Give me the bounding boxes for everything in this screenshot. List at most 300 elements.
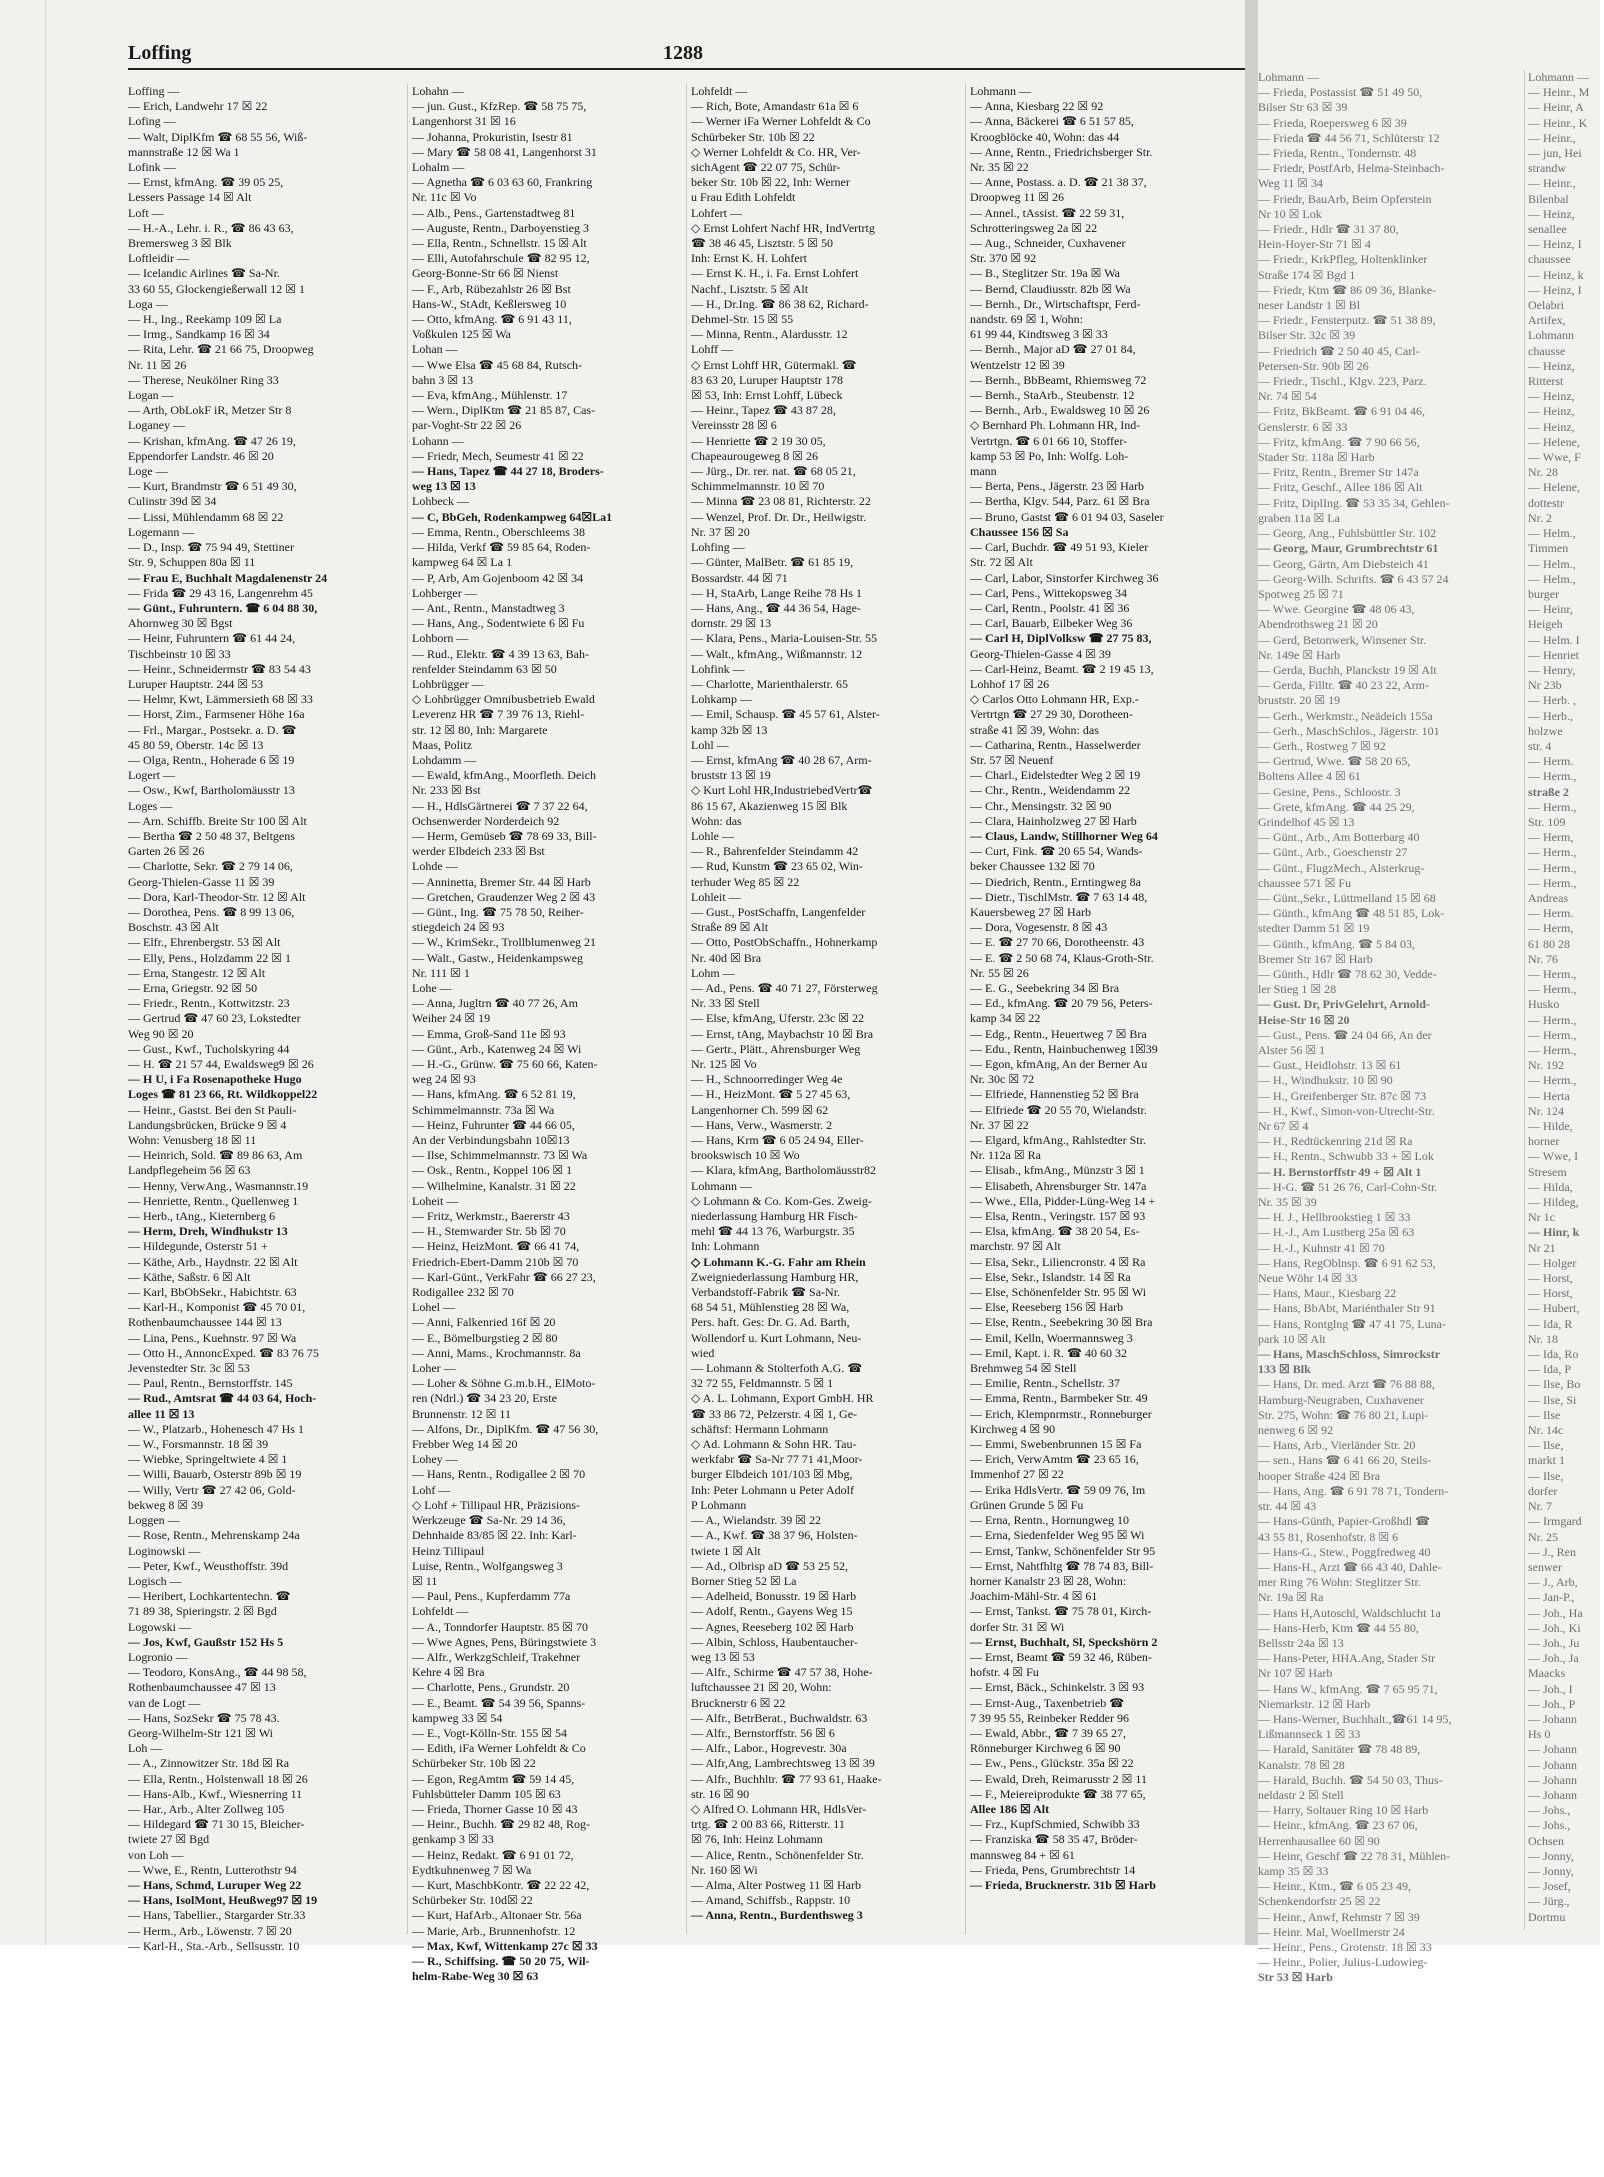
directory-entry: — Alma, Alter Postweg 11 ☒ Harb — [691, 1877, 861, 1892]
directory-entry: — Bertha, Klgv. 544, Parz. 61 ☒ Bra — [970, 494, 1150, 509]
directory-entry: — Rita, Lehr. ☎ 21 66 75, Droopweg — [128, 342, 314, 357]
directory-entry: — Olga, Rentn., Hoherade 6 ☒ 19 — [128, 752, 295, 767]
directory-entry: Bilenbal — [1528, 191, 1569, 206]
directory-entry: — Herm, — [1528, 921, 1574, 936]
directory-entry: — Elfr., Ehrenbergstr. 53 ☒ Alt — [128, 935, 281, 950]
directory-entry: — Herm. — [1528, 906, 1574, 921]
directory-entry: — Gertr., Plätt., Ahrensburger Weg — [691, 1041, 861, 1056]
surname-heading: Lohfink — — [691, 661, 745, 676]
directory-entry: beker Chaussee 132 ☒ 70 — [970, 859, 1095, 874]
surname-heading: Lohann — — [412, 433, 464, 448]
directory-entry: dottestr — [1528, 495, 1564, 510]
directory-entry: — Herm., — [1528, 1027, 1577, 1042]
directory-entry: str. 4 — [1528, 738, 1552, 753]
directory-entry: Nr. 19a ☒ Ra — [1258, 1590, 1324, 1605]
directory-entry: — Heinr., M — [1528, 85, 1590, 100]
directory-entry: Chapeaurougeweg 8 ☒ 26 — [691, 448, 819, 463]
directory-entry: — Alb., Pens., Gartenstadtweg 81 — [412, 205, 576, 220]
directory-entry: — Herm., — [1528, 1073, 1577, 1088]
surname-heading: Loganey — — [128, 418, 185, 433]
directory-entry: — Else, Sekr., Islandstr. 14 ☒ Ra — [970, 1269, 1131, 1284]
directory-entry: — H.-A., Lehr. i. R., ☎ 86 43 63, — [128, 220, 294, 235]
directory-entry: Luruper Hauptstr. 244 ☒ 53 — [128, 676, 264, 691]
directory-entry: Nr. 28 — [1528, 465, 1558, 480]
directory-entry: — H. ☎ 21 57 44, Ewaldsweg9 ☒ 26 — [128, 1057, 314, 1071]
surname-heading: Logemann — — [128, 524, 195, 539]
directory-entry: Str. 275, Wohn: ☎ 76 80 21, Lupi- — [1258, 1407, 1429, 1422]
directory-entry: Friedrich-Ebert-Damm 210b ☒ 70 — [412, 1254, 579, 1269]
directory-entry: Weg 11 ☒ 34 — [1258, 176, 1324, 191]
directory-entry: Ochsenwerder Norderdeich 92 — [412, 813, 560, 828]
directory-entry: — Heinr., Pens., Grotenstr. 18 ☒ 33 — [1258, 1939, 1432, 1954]
directory-entry: Kauersbeweg 27 ☒ Harb — [970, 904, 1092, 919]
directory-entry: — Elsa, kfmAng. ☎ 38 20 54, Es- — [970, 1224, 1140, 1239]
directory-entry: — Heribert, Lochkartentechn. ☎ — [128, 1589, 291, 1604]
directory-entry: — Heinr., Tapez ☎ 43 87 28, — [691, 403, 836, 418]
directory-entry: par-Voght-Str 22 ☒ 26 — [412, 418, 522, 433]
directory-entry: marchstr. 97 ☒ Alt — [970, 1239, 1061, 1254]
directory-entry: straße 2 — [1528, 784, 1569, 799]
directory-entry: — Henriet — [1528, 647, 1579, 662]
directory-entry: Nr. 35 ☒ 22 — [970, 160, 1029, 175]
directory-entry: — Helmr, Kwt, Lämmersieth 68 ☒ 33 — [128, 692, 313, 707]
directory-entry: — Auguste, Rentn., Darboyenstieg 3 — [412, 220, 589, 235]
directory-entry: burger — [1528, 586, 1560, 601]
directory-entry: — Charlotte, Pens., Grundstr. 20 — [412, 1680, 570, 1695]
directory-entry: ◇ Ernst Lohfert Nachf HR, IndVertrtg — [691, 220, 875, 235]
directory-entry: kampweg 33 ☒ 54 — [412, 1710, 503, 1725]
directory-columns — [128, 84, 1245, 1984]
directory-entry: ◇ A. L. Lohmann, Export GmbH. HR — [691, 1391, 874, 1406]
directory-entry: — Gust., Kwf., Tucholskyring 44 — [128, 1041, 290, 1056]
directory-entry: ◇ Kurt Lohl HR,IndustriebedVertr☎ — [691, 783, 873, 798]
directory-entry: 45 80 59, Oberstr. 14c ☒ 13 — [128, 737, 264, 752]
directory-entry: Droopweg 11 ☒ 26 — [970, 190, 1064, 205]
directory-entry: — H., HeizMont. ☎ 5 27 45 63, — [691, 1087, 851, 1102]
directory-entry: wied — [691, 1345, 715, 1360]
directory-entry: Kroogblöcke 40, Wohn: das 44 — [970, 129, 1120, 144]
surname-heading: Lohmann — — [1528, 70, 1589, 84]
directory-entry: — Alfr., WerkzgSchleif, Trakehner — [412, 1649, 581, 1664]
directory-entry: P Lohmann — [691, 1497, 747, 1512]
directory-entry: — Ant., Rentn., Manstadtweg 3 — [412, 600, 565, 615]
directory-entry: Nr. 37 ☒ 20 — [691, 524, 750, 539]
surname-heading: Loffing — — [128, 84, 180, 98]
directory-column-1 — [128, 84, 396, 1953]
directory-entry: — Heinz, I — [1528, 282, 1582, 297]
directory-entry: Joachim-Mähl-Str. 4 ☒ 61 — [970, 1589, 1098, 1604]
directory-entry: Georg-Thielen-Gasse 11 ☒ 39 — [128, 874, 275, 889]
directory-entry: — Ernst, tAng, Maybachstr 10 ☒ Bra — [691, 1026, 874, 1041]
directory-entry: — Johann — [1528, 1787, 1577, 1802]
facing-page — [1258, 70, 1600, 1985]
directory-entry: Grünen Grunde 5 ☒ Fu — [970, 1497, 1084, 1512]
directory-entry: — Günth., Hdlr ☎ 78 62 30, Vedde- — [1258, 966, 1437, 981]
surname-heading: Loginowski — — [128, 1543, 201, 1558]
directory-entry: — Fritz, kfmAng. ☎ 7 90 66 56, — [1258, 434, 1420, 449]
directory-entry: — Klara, Pens., Maria-Louisen-Str. 55 — [691, 631, 877, 646]
directory-entry: Str. 370 ☒ 92 — [970, 251, 1037, 266]
directory-entry: — Irmgard — [1528, 1514, 1582, 1529]
directory-entry: — E. G., Seebekring 34 ☒ Bra — [970, 980, 1120, 995]
directory-entry: — Alfr., BetrBerat., Buchwaldstr. 63 — [691, 1710, 868, 1725]
surname-heading: Lohfert — — [691, 205, 742, 220]
directory-entry: allee 11 ☒ 13 — [128, 1406, 195, 1421]
directory-entry: — Curt, Fink. ☎ 20 65 54, Wands- — [970, 844, 1143, 859]
directory-entry: Hein-Hoyer-Str 71 ☒ 4 — [1258, 237, 1371, 252]
directory-entry: Leverenz HR ☎ 7 39 76 13, Riehl- — [412, 707, 585, 722]
directory-entry: mannsweg 84 + ☒ 61 — [970, 1847, 1075, 1862]
directory-entry: — Heinz, — [1528, 419, 1575, 434]
surname-heading: Lohborn — — [412, 631, 469, 646]
directory-entry: hofstr. 4 ☒ Fu — [970, 1665, 1039, 1680]
directory-entry: Nr. 40d ☒ Bra — [691, 950, 762, 965]
directory-entry: — E., Beamt. ☎ 54 39 56, Spanns- — [412, 1695, 586, 1710]
directory-entry: — Wern., DiplKtm ☎ 21 85 87, Cas- — [412, 403, 596, 418]
directory-entry: — Hans, MaschSchloss, Simrockstr — [1258, 1347, 1441, 1362]
directory-entry: Zweigniederlassung Hamburg HR, — [691, 1269, 859, 1284]
directory-entry: — Paul, Rentn., Bernstorffstr. 145 — [128, 1376, 293, 1391]
directory-entry: — Ilse, — [1528, 1438, 1564, 1453]
directory-entry: — Lissi, Mühlendamm 68 ☒ 22 — [128, 509, 284, 524]
surname-heading: Lohel — — [412, 1300, 455, 1315]
directory-entry: — Heinr., — [1528, 130, 1576, 145]
directory-entry: u Frau Edith Lohfeldt — [691, 190, 796, 205]
directory-entry: — Karl-Günt., VerkFahr ☎ 66 27 23, — [412, 1269, 596, 1284]
directory-entry: — Rich, Bote, Amandastr 61a ☒ 6 — [691, 99, 859, 114]
directory-entry: Nr. 55 ☒ 26 — [970, 965, 1029, 980]
directory-entry: — Georg, Maur, Grumbrechtstr 61 — [1258, 541, 1439, 556]
directory-entry: — Jonny, — [1528, 1848, 1574, 1863]
directory-entry: — Günt.,Sekr., Lüttmelland 15 ☒ 68 — [1258, 890, 1436, 905]
directory-entry: — Gerh., Rostweg 7 ☒ 92 — [1258, 738, 1386, 753]
surname-heading: Lohff — — [691, 342, 734, 357]
directory-entry: — Helm. I — [1528, 632, 1580, 647]
surname-heading: Lohbrügger — — [412, 676, 484, 691]
directory-entry: — Emma, Rentn., Oberschleems 38 — [412, 524, 585, 539]
directory-entry: — Elisab., kfmAng., Münzstr 3 ☒ 1 — [970, 1163, 1145, 1178]
directory-entry: — Otto, kfmAng. ☎ 6 91 43 11, — [412, 312, 572, 327]
directory-entry: — Friedr, BauArb, Beim Opferstein — [1258, 191, 1432, 206]
directory-entry: — Frieda, Roepersweg 6 ☒ 39 — [1258, 115, 1407, 130]
surname-heading: Loft — — [128, 205, 164, 220]
directory-entry: — Hans, SozSekr ☎ 75 78 43. — [128, 1710, 280, 1725]
directory-entry: werder Elbdeich 233 ☒ Bst — [412, 844, 545, 859]
surname-heading: von Loh — — [128, 1847, 184, 1862]
directory-entry: — Alfons, Dr., DiplKfm. ☎ 47 56 30, — [412, 1421, 599, 1436]
directory-entry: — Joh., Ja — [1528, 1651, 1579, 1666]
directory-entry: Eydtkuhnenweg 7 ☒ Wa — [412, 1862, 532, 1877]
directory-entry: — H, StaArb, Lange Reihe 78 Hs 1 — [691, 585, 862, 600]
directory-entry: — Ernst, kfmAng ☎ 40 28 67, Arm- — [691, 752, 872, 767]
directory-entry: — Kurt, HafArb., Altonaer Str. 56a — [412, 1908, 582, 1923]
directory-entry: Landungsbrücken, Brücke 9 ☒ 4 — [128, 1117, 287, 1132]
directory-entry: Ochsen — [1528, 1833, 1564, 1848]
directory-entry: dorfer Str. 31 ☒ Wi — [970, 1619, 1065, 1634]
directory-entry: Lohmann — [1528, 328, 1574, 343]
directory-entry: — Peter, Kwf., Weusthoffstr. 39d — [128, 1558, 289, 1573]
directory-entry: Brunnenstr. 12 ☒ 11 — [412, 1406, 511, 1421]
directory-entry: — Emma, Groß-Sand 11e ☒ 93 — [412, 1026, 566, 1041]
directory-entry: — Carl, Labor, Sinstorfer Kirchweg 36 — [970, 570, 1159, 585]
directory-entry: Husko — [1528, 997, 1560, 1012]
directory-entry: Boltens Allee 4 ☒ 61 — [1258, 769, 1361, 784]
directory-entry: ◇ Ernst Lohff HR, Gütermakl. ☎ — [691, 357, 857, 372]
directory-entry: — Heinz, Fuhrunter ☎ 44 66 05, — [412, 1117, 575, 1132]
directory-entry: Alster 56 ☒ 1 — [1258, 1043, 1326, 1057]
directory-entry: — Herm., — [1528, 1012, 1577, 1027]
directory-entry: — Dora, Karl-Theodor-Str. 12 ☒ Alt — [128, 889, 306, 904]
directory-entry: Fuhlsbütteler Damm 105 ☒ 63 — [412, 1786, 561, 1801]
directory-entry: horner Kanalstr 23 ☒ 28, Wohn: — [970, 1573, 1127, 1588]
directory-entry: — Wenzel, Prof. Dr. Dr., Heilwigstr. — [691, 509, 867, 524]
directory-entry: 43 55 81, Rosenhofstr. 8 ☒ 6 — [1258, 1529, 1399, 1544]
directory-entry: weg 13 ☒ 13 — [412, 479, 476, 494]
directory-entry: Timmen — [1528, 541, 1569, 556]
surname-heading: Lohleit — — [691, 889, 741, 904]
surname-heading: Loge — — [128, 464, 168, 479]
directory-entry: — Hans-Günth, Papier-Großhdl ☎ — [1258, 1514, 1431, 1529]
directory-entry: — Friedr., Tischl., Klgv. 223, Parz. — [1258, 374, 1427, 389]
directory-entry: — Johs., — [1528, 1818, 1571, 1833]
directory-entry: ◇ Bernhard Ph. Lohmann HR, Ind- — [970, 418, 1141, 433]
directory-entry: Nr 23b — [1528, 678, 1562, 693]
directory-entry: holzwe — [1528, 723, 1563, 738]
directory-entry: — Hildeg, — [1528, 1195, 1579, 1210]
directory-entry: — Henry, — [1528, 662, 1576, 677]
directory-entry: — Joh., Ki — [1528, 1620, 1581, 1635]
directory-entry: — Frieda, Pens, Grumbrechtstr 14 — [970, 1862, 1136, 1877]
directory-entry: 133 ☒ Blk — [1258, 1362, 1311, 1377]
directory-entry: — Adelheid, Bonusstr. 19 ☒ Harb — [691, 1589, 857, 1604]
directory-entry: — Jürg., — [1528, 1894, 1570, 1909]
surname-heading: Lohl — — [691, 737, 729, 752]
directory-entry: — Heinr, Geschf ☎ 22 78 31, Mühlen- — [1258, 1848, 1451, 1863]
directory-entry: luftchaussee 21 ☒ 20, Wohn: — [691, 1680, 832, 1695]
directory-entry: str. 12 ☒ 80, Inh: Margarete — [412, 722, 548, 737]
directory-entry: Heise-Str 16 ☒ 20 — [1258, 1012, 1350, 1027]
directory-entry: — Herb. , — [1528, 693, 1576, 708]
directory-entry: genkamp 3 ☒ 33 — [412, 1832, 494, 1847]
directory-column-4 — [965, 84, 1238, 1934]
directory-entry: — Herb., — [1528, 708, 1573, 723]
directory-entry: 83 63 20, Luruper Hauptstr 178 — [691, 372, 843, 387]
directory-entry: — Georg-Wilh. Schrifts. ☎ 6 43 57 24 — [1258, 571, 1449, 586]
directory-entry: — Helm., — [1528, 571, 1576, 586]
directory-entry: An der Verbindungsbahn 10☒13 — [412, 1133, 570, 1148]
directory-entry: — Bernh., Major aD ☎ 27 01 84, — [970, 342, 1136, 357]
directory-entry: — Marie, Arb., Brunnenhofstr. 12 — [412, 1923, 576, 1938]
surname-heading: Loga — — [128, 296, 168, 311]
directory-entry: Petersen-Str. 90b ☒ 26 — [1258, 358, 1369, 373]
scan-left-margin — [0, 0, 46, 1945]
directory-entry: Grindelhof 45 ☒ 13 — [1258, 814, 1355, 829]
directory-entry: senallee — [1528, 222, 1567, 237]
directory-entry: renfelder Steindamm 63 ☒ 50 — [412, 661, 557, 676]
directory-entry: — Erich, VerwAmtm ☎ 23 65 16, — [970, 1452, 1139, 1467]
directory-entry: Inh: Ernst K. H. Lohfert — [691, 251, 807, 266]
directory-entry: — Osk., Rentn., Koppel 106 ☒ 1 — [412, 1163, 573, 1178]
directory-entry: Georg-Wilhelm-Str 121 ☒ Wi — [128, 1725, 273, 1740]
directory-entry: trtg. ☎ 2 00 83 66, Ritterstr. 11 — [691, 1817, 845, 1832]
directory-entry: — Else, Schönenfelder Str. 95 ☒ Wi — [970, 1285, 1147, 1300]
directory-entry: Brucknerstr 6 ☒ 22 — [691, 1695, 786, 1710]
directory-entry: — Hans-Herb, Ktm ☎ 44 55 80, — [1258, 1620, 1419, 1635]
directory-entry: — Herm., Arb., Löwenstr. 7 ☒ 20 — [128, 1923, 292, 1938]
directory-entry: Rothenbaumchaussee 47 ☒ 13 — [128, 1680, 276, 1695]
directory-entry: — Claus, Landw, Stillhorner Weg 64 — [970, 828, 1158, 843]
directory-entry: Wohn: das — [691, 813, 742, 828]
directory-entry: — Rud., Amtsrat ☎ 44 03 64, Hoch- — [128, 1391, 317, 1406]
directory-entry: — Heinr., Buchh. ☎ 29 82 48, Rog- — [412, 1817, 590, 1832]
directory-column-2 — [407, 84, 680, 1984]
directory-entry: — Ernst, Beamt ☎ 59 32 46, Rüben- — [970, 1649, 1152, 1664]
directory-entry: — R., Bahrenfelder Steindamm 42 — [691, 844, 859, 859]
directory-entry: mann — [970, 464, 997, 479]
directory-entry: — Helm., — [1528, 556, 1576, 571]
surname-heading: Logronio — — [128, 1649, 188, 1664]
surname-heading: Lohde — — [412, 859, 458, 874]
directory-entry: Nr. 125 ☒ Vo — [691, 1057, 757, 1071]
directory-entry: — Herb., tAng., Kieternberg 6 — [128, 1209, 276, 1224]
directory-entry: — Fritz, Geschf., Allee 186 ☒ Alt — [1258, 480, 1423, 495]
directory-entry: — Hans, Arb., Vierländer Str. 20 — [1258, 1438, 1416, 1453]
directory-entry: — Klara, kfmAng, Bartholomäusstr82 — [691, 1163, 876, 1178]
directory-entry: ☎ 38 46 45, Lisztstr. 5 ☒ 50 — [691, 236, 834, 251]
directory-entry: — Charl., Eidelstedter Weg 2 ☒ 19 — [970, 768, 1141, 783]
directory-entry: — Hans-H., Arzt ☎ 66 43 40, Dahle- — [1258, 1559, 1442, 1574]
directory-entry: — Hildegard ☎ 71 30 15, Bleicher- — [128, 1817, 305, 1832]
directory-entry: ◇ Lohmann K.-G. Fahr am Rhein — [691, 1254, 866, 1269]
surname-heading: Lohm — — [691, 965, 735, 980]
directory-entry: — Günt., Ing. ☎ 75 78 50, Reiher- — [412, 904, 584, 919]
directory-entry: — Hans, Dr. med. Arzt ☎ 76 88 88, — [1258, 1377, 1435, 1392]
directory-entry: Nr 10 ☒ Lok — [1258, 206, 1322, 221]
directory-entry: ◇ Alfred O. Lohmann HR, HdlsVer- — [691, 1801, 867, 1816]
directory-entry: — Günter, MalBetr. ☎ 61 85 19, — [691, 555, 854, 570]
directory-entry: — Heinz, Redakt. ☎ 6 91 01 72, — [412, 1847, 574, 1862]
directory-entry: Nr. 7 — [1528, 1499, 1552, 1514]
directory-entry: — Lina, Pens., Kuehnstr. 97 ☒ Wa — [128, 1330, 297, 1345]
directory-entry: Rodigallee 232 ☒ 70 — [412, 1285, 514, 1300]
directory-entry: — Elfriede, Hannenstieg 52 ☒ Bra — [970, 1087, 1139, 1102]
directory-entry: ◇ Lohbrügger Omnibusbetrieb Ewald — [412, 692, 595, 707]
directory-entry: — Willy, Vertr ☎ 27 42 06, Gold- — [128, 1482, 296, 1497]
directory-entry: — Herm., — [1528, 860, 1577, 875]
directory-entry: Culinstr 39d ☒ 34 — [128, 494, 217, 509]
directory-entry: Nr 1c — [1528, 1210, 1555, 1225]
directory-entry: — Frieda, Postassist ☎ 51 49 50, — [1258, 85, 1423, 100]
directory-entry: — Dietr., TischlMstr. ☎ 7 63 14 48, — [970, 889, 1148, 904]
directory-entry: — H., Ing., Reekamp 109 ☒ La — [128, 312, 282, 327]
directory-entry: — Ernst-Aug., Taxenbetrieb ☎ — [970, 1695, 1125, 1710]
directory-entry: — Hans-Alb., Kwf., Wiesnerring 11 — [128, 1786, 303, 1801]
directory-entry: — Ilse, Schimmelmannstr. 73 ☒ Wa — [412, 1148, 588, 1163]
directory-entry: — Hildegunde, Osterstr 51 + — [128, 1239, 268, 1254]
directory-entry: Inh: Peter Lohmann u Peter Adolf — [691, 1482, 854, 1497]
directory-entry: — Wwe. Georgine ☎ 48 06 43, — [1258, 602, 1415, 617]
directory-entry: — Fritz, DiplIng. ☎ 53 35 34, Gehlen- — [1258, 495, 1450, 510]
directory-entry: — Ewald, Dreh, Reimarusstr 2 ☒ 11 — [970, 1771, 1147, 1786]
directory-entry: Nr 67 ☒ 4 — [1258, 1119, 1309, 1134]
directory-entry: — Hinr, k — [1528, 1225, 1580, 1240]
directory-entry: — Otto H., AnnoncExped. ☎ 83 76 75 — [128, 1345, 319, 1360]
directory-entry: — Herm, — [1528, 830, 1574, 845]
directory-entry: — Ida, P — [1528, 1362, 1571, 1377]
directory-entry: — Heinr., — [1528, 176, 1576, 191]
directory-entry: Luise, Rentn., Wolfgangsweg 3 — [412, 1558, 563, 1573]
directory-entry: — Heinz, — [1528, 389, 1575, 404]
directory-entry: — Herta — [1528, 1088, 1570, 1103]
directory-entry: Georg-Thielen-Gasse 4 ☒ 39 — [970, 646, 1111, 661]
directory-entry: — Walt., Gastw., Heidenkampsweg — [412, 950, 583, 965]
directory-entry: — Wiebke, Springeltwiete 4 ☒ 1 — [128, 1452, 288, 1467]
directory-entry: Bossardstr. 44 ☒ 71 — [691, 570, 788, 585]
directory-entry: ren (Ndrl.) ☎ 34 23 20, Erste — [412, 1391, 557, 1406]
directory-entry: Wollendorf u. Kurt Lohmann, Neu- — [691, 1330, 862, 1345]
directory-entry: weg 13 ☒ 53 — [691, 1649, 755, 1664]
directory-entry: — Erna, Griegstr. 92 ☒ 50 — [128, 980, 258, 995]
surname-heading: Lofing — — [128, 114, 176, 129]
directory-entry: Allee 186 ☒ Alt — [970, 1801, 1050, 1816]
directory-entry: — Bernh., Dr., Wirtschaftspr, Ferd- — [970, 296, 1141, 311]
directory-entry: — Elli, Autofahrschule ☎ 82 95 12, — [412, 251, 590, 266]
directory-entry: Gensle​rstr. 6 ☒ 33 — [1258, 419, 1348, 434]
directory-entry: 32 72 55, Feldmannstr. 5 ☒ 1 — [691, 1376, 834, 1391]
directory-entry: Stresem — [1528, 1164, 1567, 1179]
directory-entry: — C, BbGeh, Rodenkampweg 64☒La1 — [412, 509, 613, 524]
directory-entry: — H.-J., Kuhnstr 41 ☒ 70 — [1258, 1240, 1385, 1255]
directory-entry: Neue Wöhr 14 ☒ 33 — [1258, 1271, 1358, 1286]
directory-entry: Frebber Weg 14 ☒ 20 — [412, 1437, 518, 1452]
directory-entry: — Käthe, Arb., Haydnstr. 22 ☒ Alt — [128, 1254, 298, 1269]
directory-entry: Maacks — [1528, 1666, 1566, 1681]
directory-entry: — Heinrich, Sold. ☎ 89 86 63, Am — [128, 1148, 303, 1163]
directory-entry: Heigeh — [1528, 617, 1563, 632]
surname-heading: Logisch — — [128, 1573, 182, 1588]
directory-entry: — H., Greifenberger Str. 87c ☒ 73 — [1258, 1088, 1427, 1103]
directory-entry: 71 89 38, Spieringstr. 2 ☒ Bgd — [128, 1604, 277, 1619]
directory-entry: — E., Bömelburgstieg 2 ☒ 80 — [412, 1330, 558, 1345]
directory-entry: — Bruno, Gastst ☎ 6 01 94 03, Saseler — [970, 509, 1164, 524]
directory-entry: — Icelandic Airlines ☎ Sa-Nr. — [128, 266, 280, 281]
directory-entry: — Jürg., Dr. rer. nat. ☎ 68 05 21, — [691, 464, 856, 479]
directory-entry: — A., Zinnowitzer Str. 18d ☒ Ra — [128, 1756, 290, 1771]
directory-entry: — E. ☎ 27 70 66, Dorotheenstr. 43 — [970, 935, 1145, 950]
directory-entry: — Friedr, Ktm ☎ 86 09 36, Blanke- — [1258, 282, 1437, 297]
directory-entry: — R., Schiffsing. ☎ 50 20 75, Wil- — [412, 1953, 590, 1968]
directory-entry: — Wwe, E., Rentn, Lutterothstr 94 — [128, 1862, 297, 1877]
surname-heading: Lohahn — — [412, 84, 464, 98]
directory-entry: — Ilse, — [1528, 1468, 1564, 1483]
directory-entry: — Frz., KupfSchmied, Schwibb 33 — [970, 1817, 1140, 1832]
directory-entry: ☎ 33 86 72, Pelzerstr. 4 ☒ 1, Ge- — [691, 1406, 858, 1421]
directory-entry: — Osw., Kwf, Bartholomäusstr 13 — [128, 783, 295, 798]
directory-entry: — Minna ☎ 23 08 81, Richterstr. 22 — [691, 494, 871, 509]
directory-entry: — Arn. Schiffb. Breite Str 100 ☒ Alt — [128, 813, 307, 828]
directory-entry: — F., Arb, Rübezahlstr 26 ☒ Bst — [412, 281, 571, 296]
directory-entry: — Erich, Klempnrmstr., Ronneburger — [970, 1406, 1152, 1421]
directory-entry: — Friedr, Mech, Seumestr 41 ☒ 22 — [412, 448, 584, 463]
directory-entry: — Wwe Elsa ☎ 45 68 84, Rutsch- — [412, 357, 583, 372]
directory-entry: — Hans W., kfmAng. ☎ 7 65 95 71, — [1258, 1681, 1438, 1696]
directory-entry: — Adolf, Rentn., Gayens Weg 15 — [691, 1604, 853, 1619]
directory-entry: — Krishan, kfmAng. ☎ 47 26 19, — [128, 433, 296, 448]
directory-entry: Nr 107 ☒ Harb — [1258, 1666, 1333, 1681]
directory-entry: Rönneburger Kirchweg 6 ☒ 90 — [970, 1741, 1121, 1756]
directory-entry: — Frieda ☎ 44 56 71, Schlüterstr 12 — [1258, 130, 1440, 145]
directory-entry: — Carl, Bauarb, Eilbeker Weg 36 — [970, 616, 1133, 631]
